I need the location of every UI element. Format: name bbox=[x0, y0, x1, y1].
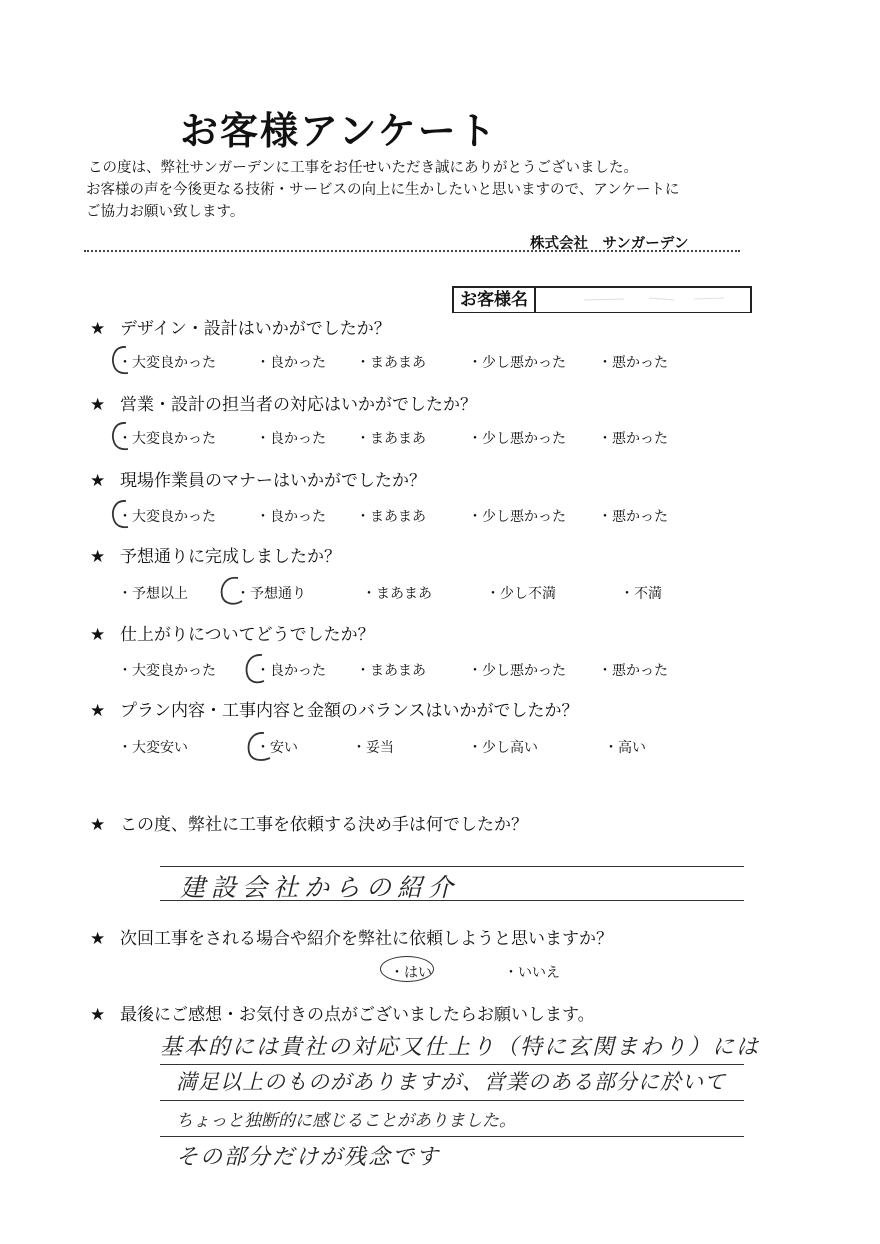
question-5 bbox=[90, 620, 375, 645]
q2-option-3[interactable]: ・まあまあ bbox=[356, 431, 426, 447]
q9-answer-line-1 bbox=[160, 1064, 744, 1065]
q3-option-2[interactable]: ・良かった bbox=[256, 509, 326, 525]
question-7 bbox=[90, 810, 528, 835]
q9-answer-line-text-2[interactable]: 満足以上のものがありますが、営業のある部分に於いて bbox=[176, 1070, 726, 1094]
q4-option-2[interactable]: ・予想通り bbox=[236, 586, 306, 602]
q2-selected-mark bbox=[108, 420, 138, 452]
question-3 bbox=[90, 466, 426, 491]
question-2-label: 営業・設計の担当者の対応はいかがでしたか？ bbox=[120, 395, 477, 415]
q6-option-4[interactable]: ・少し高い bbox=[468, 740, 538, 756]
q3-option-4[interactable]: ・少し悪かった bbox=[468, 509, 566, 525]
q8-option-no[interactable]: ・いいえ bbox=[504, 965, 560, 981]
q6-selected-mark bbox=[244, 730, 278, 764]
question-9-label: 最後にご感想・お気付きの点がございましたらお願いします。 bbox=[120, 1005, 595, 1025]
q3-selected-mark bbox=[108, 498, 138, 530]
question-9 bbox=[90, 1000, 595, 1025]
q1-option-4[interactable]: ・少し悪かった bbox=[468, 355, 566, 371]
q4-selected-mark bbox=[216, 574, 250, 608]
q3-option-1[interactable]: ・大変良かった bbox=[118, 509, 216, 525]
question-8 bbox=[90, 924, 613, 949]
q1-option-1[interactable]: ・大変良かった bbox=[118, 355, 216, 371]
q9-answer-line-text-1[interactable]: 基本的には貴社の対応又仕上り（特に玄関まわり）には bbox=[160, 1035, 761, 1060]
star-icon: ★ bbox=[90, 547, 106, 567]
star-icon: ★ bbox=[90, 929, 106, 949]
question-6 bbox=[90, 696, 579, 721]
q2-option-2[interactable]: ・良かった bbox=[256, 431, 326, 447]
intro-line-2: お客様の声を今後更なる技術・サービスの向上に生かしたいと思いますので、アンケートに bbox=[86, 182, 680, 198]
q5-option-5[interactable]: ・悪かった bbox=[598, 663, 668, 679]
q6-option-2[interactable]: ・安い bbox=[256, 740, 298, 756]
question-8-label: 次回工事をされる場合や紹介を弊社に依頼しようと思いますか？ bbox=[120, 929, 613, 949]
q5-selected-mark bbox=[242, 652, 272, 686]
q3-option-5[interactable]: ・悪かった bbox=[598, 509, 668, 525]
company-name: 株式会社 サンガーデン bbox=[530, 236, 689, 252]
q4-option-3[interactable]: ・まあまあ bbox=[362, 586, 432, 602]
question-4-label: 予想通りに完成しましたか？ bbox=[120, 547, 341, 567]
q5-option-2[interactable]: ・良かった bbox=[256, 663, 326, 679]
customer-name-field[interactable] bbox=[452, 286, 752, 313]
page-title: お客様アンケート bbox=[180, 109, 498, 153]
q9-answer-line-text-3[interactable]: ちょっと独断的に感じることがありました。 bbox=[176, 1111, 516, 1131]
q3-option-3[interactable]: ・まあまあ bbox=[356, 509, 426, 525]
q4-option-5[interactable]: ・不満 bbox=[620, 586, 662, 602]
question-1-label: デザイン・設計はいかがでしたか？ bbox=[120, 319, 391, 339]
q4-option-4[interactable]: ・少し不満 bbox=[486, 586, 556, 602]
intro-line-3: ご協力お願い致します。 bbox=[86, 204, 245, 220]
q5-option-1[interactable]: ・大変良かった bbox=[118, 663, 216, 679]
question-1 bbox=[90, 314, 391, 339]
q6-option-3[interactable]: ・妥当 bbox=[352, 740, 394, 756]
question-3-label: 現場作業員のマナーはいかがでしたか？ bbox=[120, 471, 426, 491]
star-icon: ★ bbox=[90, 471, 106, 491]
q9-answer-line-2 bbox=[160, 1100, 744, 1101]
q6-option-1[interactable]: ・大変安い bbox=[118, 740, 188, 756]
q5-option-4[interactable]: ・少し悪かった bbox=[468, 663, 566, 679]
q9-answer-line-text-4[interactable]: その部分だけが残念です bbox=[176, 1145, 441, 1170]
q8-option-yes[interactable]: ・はい bbox=[390, 965, 432, 981]
q1-selected-mark bbox=[108, 344, 138, 376]
star-icon: ★ bbox=[90, 625, 106, 645]
q9-answer-line-3 bbox=[160, 1136, 744, 1137]
divider bbox=[84, 250, 740, 252]
question-2 bbox=[90, 390, 477, 415]
star-icon: ★ bbox=[90, 1005, 106, 1025]
q7-answer[interactable]: 建設会社からの紹介 bbox=[180, 873, 460, 902]
q2-option-1[interactable]: ・大変良かった bbox=[118, 431, 216, 447]
q8-selected-mark bbox=[380, 956, 434, 982]
question-5-label: 仕上がりについてどうでしたか？ bbox=[120, 625, 375, 645]
q7-answer-line-1 bbox=[160, 866, 744, 867]
customer-name-redacted bbox=[564, 288, 739, 312]
q2-option-4[interactable]: ・少し悪かった bbox=[468, 431, 566, 447]
customer-name-label: お客様名 bbox=[454, 288, 536, 312]
q1-option-3[interactable]: ・まあまあ bbox=[356, 355, 426, 371]
intro-line-1: この度は、弊社サンガーデンに工事をお任せいただき誠にありがとうございました。 bbox=[88, 160, 638, 176]
star-icon: ★ bbox=[90, 815, 106, 835]
star-icon: ★ bbox=[90, 395, 106, 415]
q4-option-1[interactable]: ・予想以上 bbox=[118, 586, 188, 602]
q6-option-5[interactable]: ・高い bbox=[604, 740, 646, 756]
star-icon: ★ bbox=[90, 319, 106, 339]
q2-option-5[interactable]: ・悪かった bbox=[598, 431, 668, 447]
q1-option-5[interactable]: ・悪かった bbox=[598, 355, 668, 371]
q5-option-3[interactable]: ・まあまあ bbox=[356, 663, 426, 679]
star-icon: ★ bbox=[90, 701, 106, 721]
question-4 bbox=[90, 542, 341, 567]
question-7-label: この度、弊社に工事を依頼する決め手は何でしたか？ bbox=[120, 815, 528, 835]
question-6-label: プラン内容・工事内容と金額のバランスはいかがでしたか？ bbox=[120, 701, 579, 721]
q1-option-2[interactable]: ・良かった bbox=[256, 355, 326, 371]
